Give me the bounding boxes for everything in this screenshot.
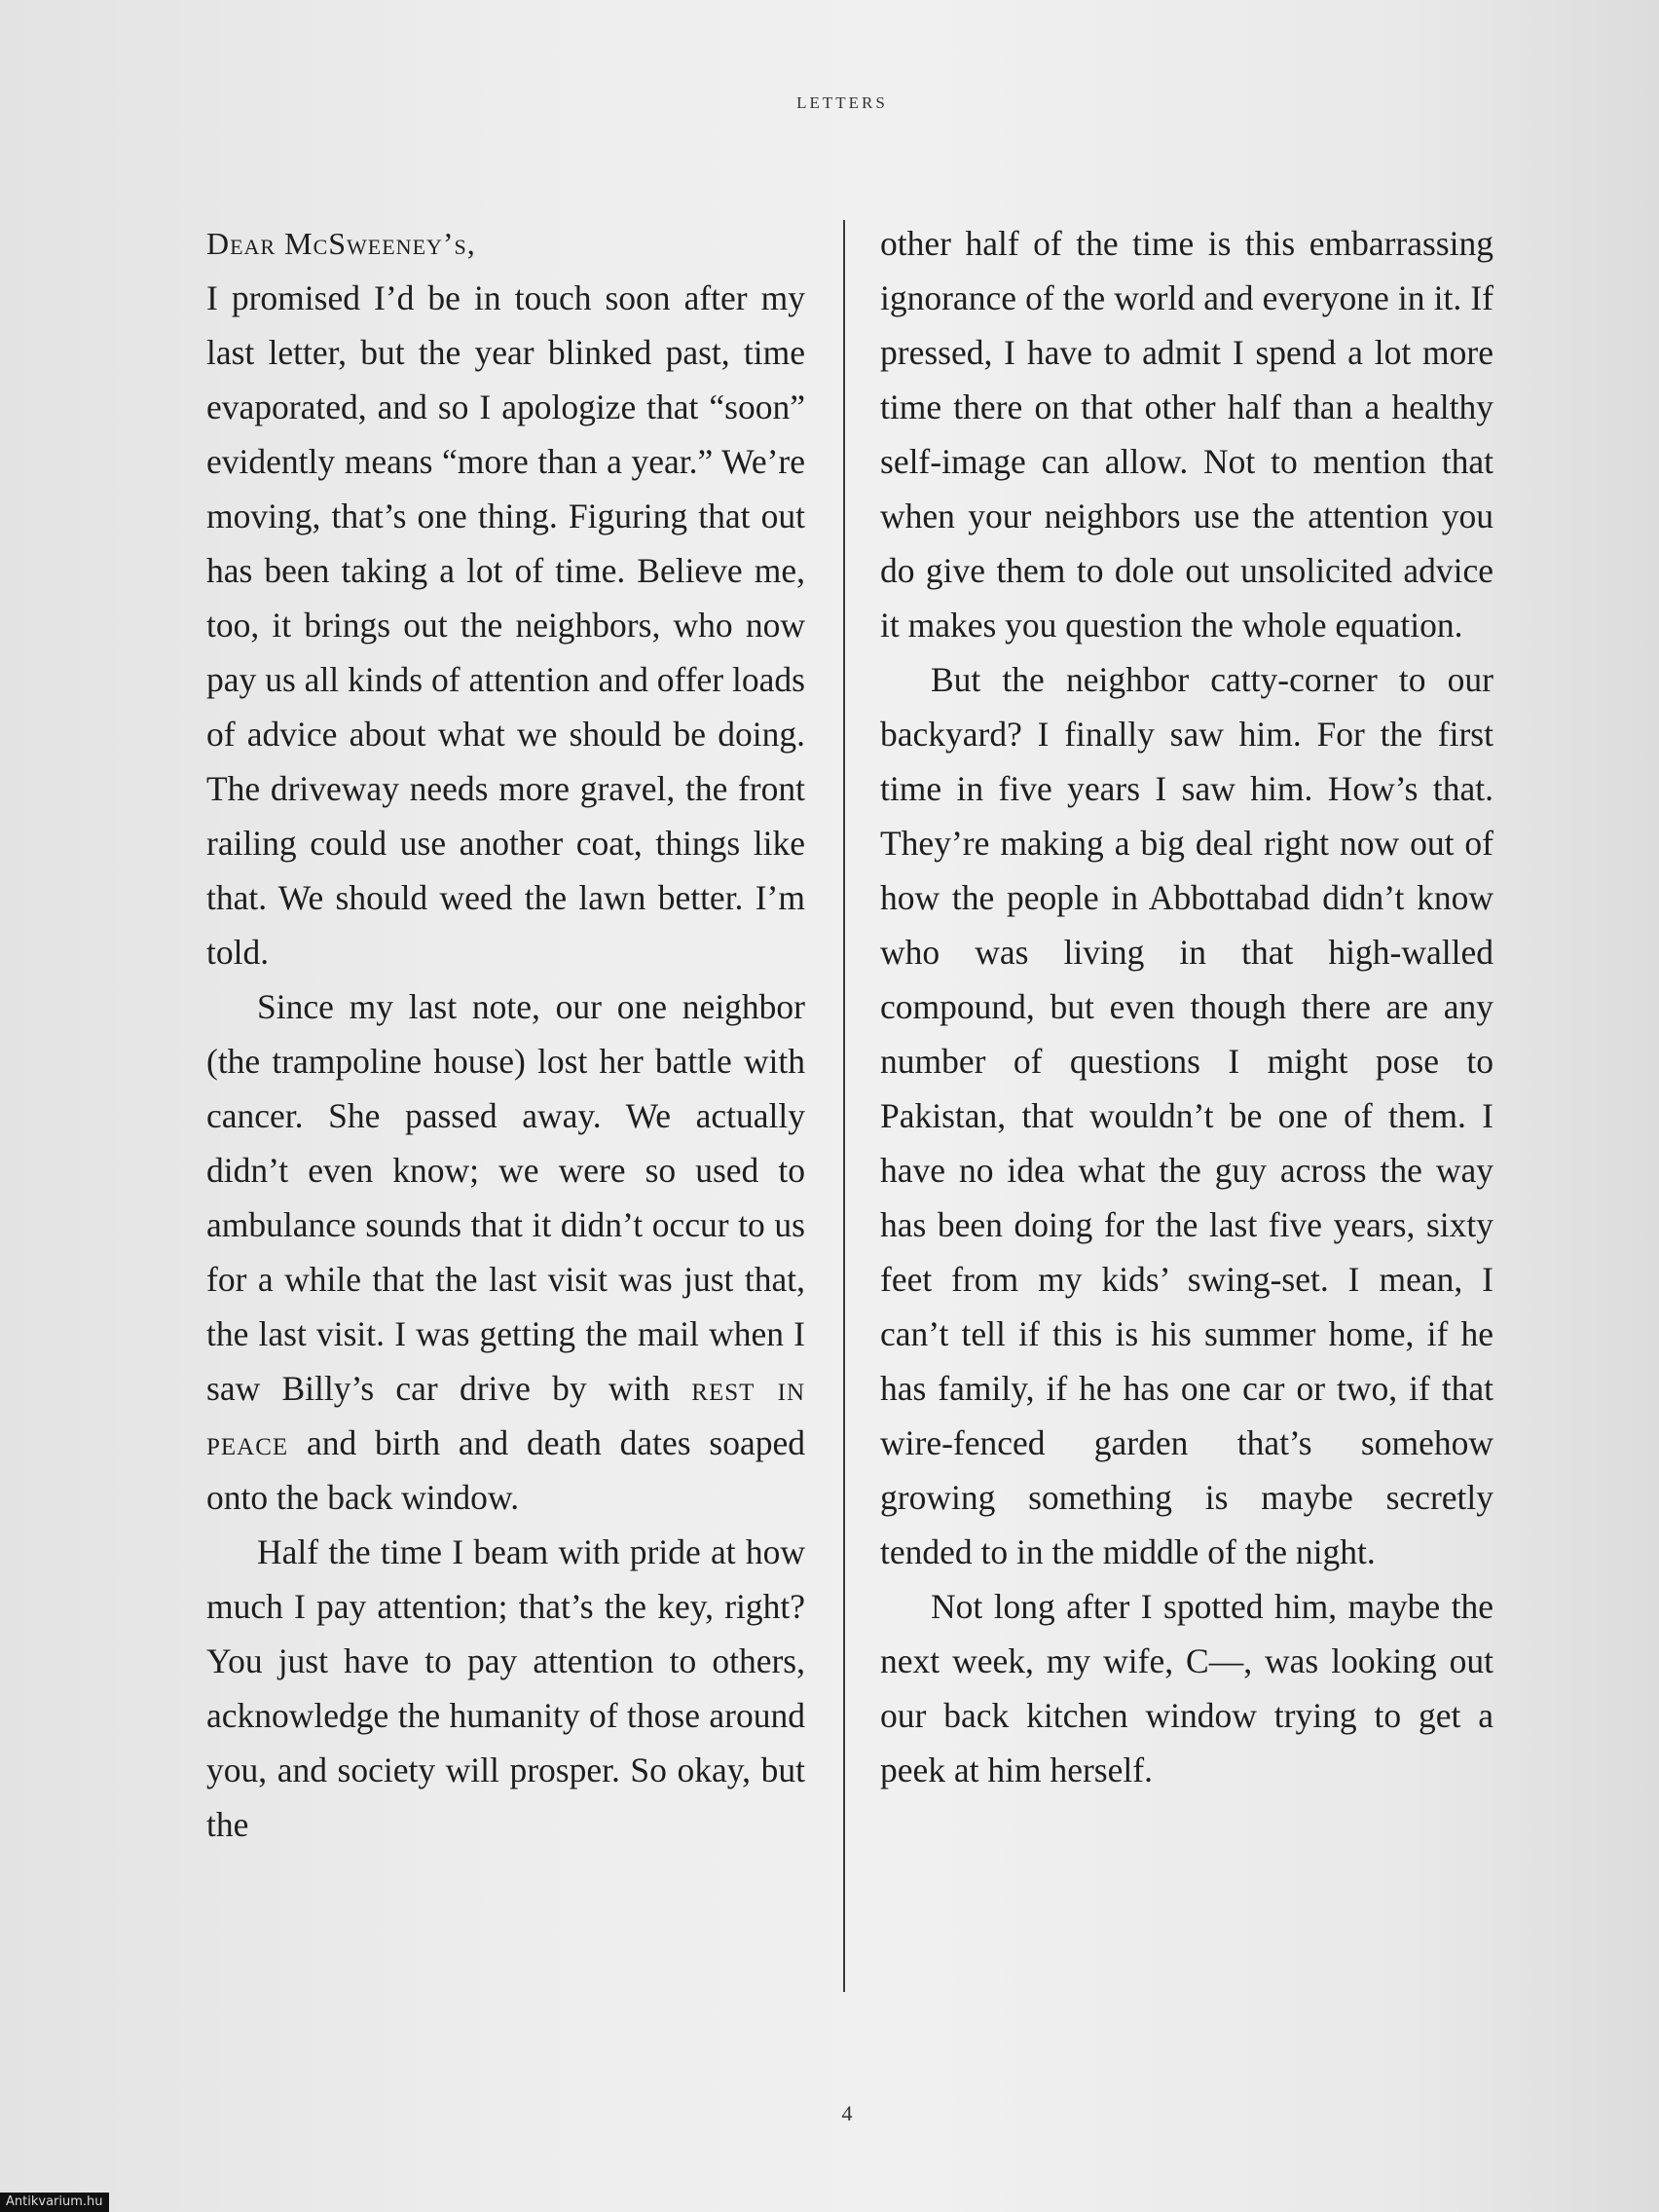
column-divider bbox=[843, 220, 845, 1992]
paragraph bbox=[206, 979, 805, 1525]
paragraph: other half of the time is this embarrassing ignorance of the world and everyone in it. If pressed, I have to admit I spend a lot more time there on that other half than a healthy self-image can allow. Not to mention that when your neighbors use the attention you do give them to dole out unsolicited advice it makes you question the whole equation. bbox=[880, 224, 1493, 645]
paragraph: Not long after I spotted him, maybe the next week, my wife, C—, was looking out our back kitchen window trying to get a peek at him herself. bbox=[880, 1587, 1493, 1789]
paragraph: Half the time I beam with pride at how much I pay attention; that’s the key, right? You just have to pay attention to others, acknowledge the humanity of those around you, and society will prosper. So okay, but the bbox=[206, 1532, 805, 1844]
watermark: Antikvarium.hu bbox=[0, 2193, 109, 2212]
page-number: 4 bbox=[841, 2101, 853, 2125]
running-head: LETTERS bbox=[796, 93, 888, 112]
salutation: Dear McSweeney’s, bbox=[206, 226, 476, 261]
paragraph-text: Since my last note, our one neighbor (the trampoline house) lost her battle with cancer. She passed away. We actually didn’t even know; we were so used to ambulance sounds that it didn’t occur to us for a while that the last visit was just that, the last visit. I was getting the mail when I saw Billy’s car drive by with bbox=[206, 987, 805, 1408]
left-column bbox=[206, 216, 805, 1852]
paragraph: But the neighbor catty-corner to our backyard? I finally saw him. For the first time in five years I saw him. How’s that. They’re making a big deal right now out of how the people in Abbottabad didn’t know who was living in that high-walled compound, but even though there are any number of questions I might pose to Pakistan, that wouldn’t be one of them. I have no idea what the guy across the way has been doing for the last five years, sixty feet from my kids’ swing-set. I mean, I can’t tell if this is his summer home, if he has family, if he has one car or two, if that wire-fenced garden that’s somehow growing something is maybe secretly tended to in the middle of the night. bbox=[880, 660, 1493, 1571]
small-caps-text: rest in peace bbox=[206, 1369, 806, 1462]
paragraph-text: and birth and death dates soaped onto the back window. bbox=[206, 1423, 805, 1517]
right-column bbox=[880, 216, 1493, 1797]
paragraph: I promised I’d be in touch soon after my last letter, but the year blinked past, time evaporated, and so I apologize that “soon” evidently means “more than a year.” We’re moving, that’s one thing. Figuring that out has been taking a lot of time. Believe me, too, it brings out the neighbors, who now pay us all kinds of attention and offer loads of advice about what we should be doing. The driveway needs more gravel, the front railing could use another coat, things like that. We should weed the lawn better. I’m told. bbox=[206, 278, 805, 972]
